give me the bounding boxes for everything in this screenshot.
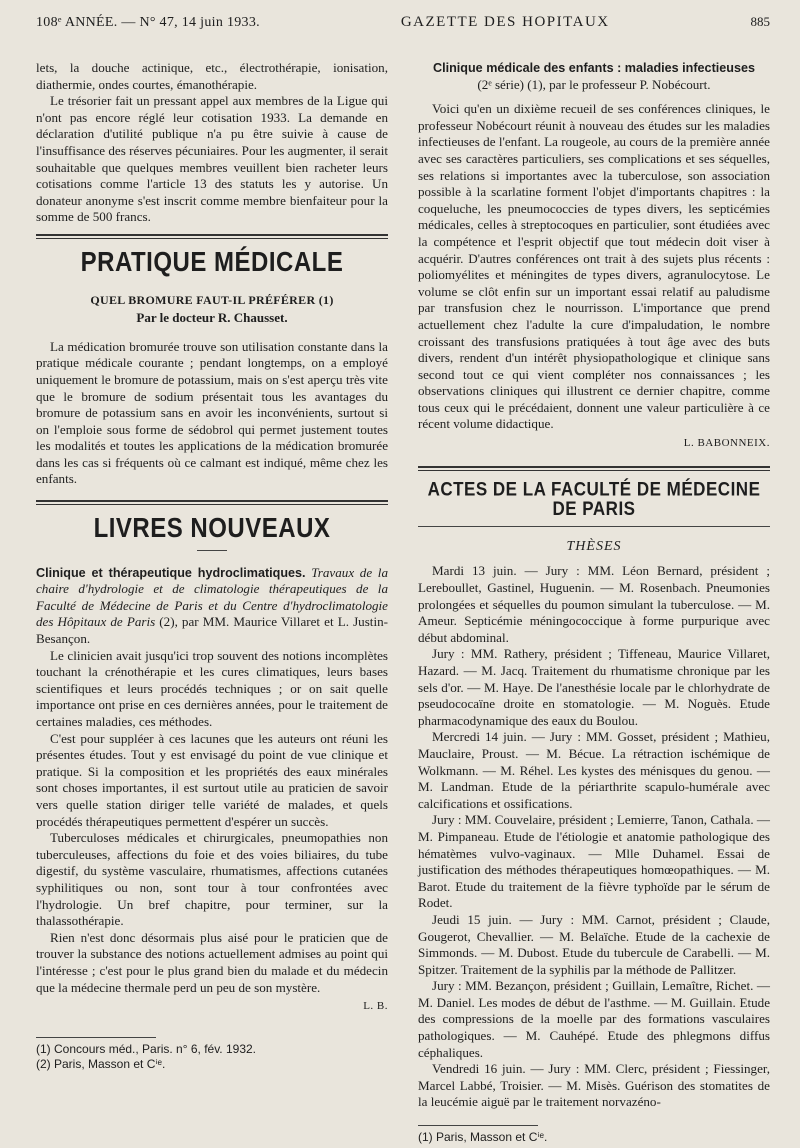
section-divider [36,500,388,505]
section-title-livres: LIVRES NOUVEAUX [93,512,331,544]
book-subtitle: (2ᵉ série) (1), par le professeur P. Nobécourt. [477,76,711,92]
page-number: 885 [750,14,770,29]
issue-info: 108ᵉ ANNÉE. — N° 47, 14 juin 1933. [36,15,260,30]
book-publisher: (2), par MM. Maurice Villaret et L. Justin-Besançon. [36,614,388,647]
footnote: (1) Paris, Masson et Cⁱᵉ. [418,1130,548,1145]
theses-entry: Jury : MM. Bezançon, président ; Guillain, Lemaître, Richet. — M. Daniel. Les modes de début de l'asthme. — M. Guillain. Etude des compressions de la moelle par des formations vasculaires pathologiques. — M. Cauhépé. Etude des phlegmons diffus céphaliques. [418,978,770,1060]
journal-title: GAZETTE DES HOPITAUX [400,14,610,30]
right-column [418,60,770,1145]
footnotes [418,1130,770,1145]
theses-entry: Jury : MM. Couvelaire, président ; Lemierre, Tanon, Cathala. — M. Pimpaneau. Etude de l'étiologie et anatomie pathologique des hématèmes vulvo-vaginaux. — Mlle Duhamel. Essai de justification des méthodes thérapeutiques homœopathiques. — M. Barot. Etude du traitement de la fièvre typhoïde par le sérum de Rodet. [418,812,770,911]
book-title: Clinique et thérapeutique hydroclimatiques. [36,565,306,580]
left-column [36,60,388,1145]
section-rule [418,526,770,527]
footnote-rule [36,1037,156,1038]
theses-entry: Jeudi 15 juin. — Jury : MM. Carnot, président ; Claude, Gougerot, Chevallier. — M. Belaïche. Etude de la cachexie de Simmonds. — M. Dubost. Etude du tubercule de Carabelli. — M. Spitzer. Traitement de la syphilis par la méthode de Pallitzer. [418,911,770,977]
article-byline: Par le docteur R. Chausset. [136,310,288,326]
two-column-body [36,60,770,1145]
review-signature: L. BABONNEIX. [683,437,770,450]
theses-entry: Vendredi 16 juin. — Jury : MM. Clerc, président ; Fiessinger, Marcel Labbé, Troisier. — M. Misès. Guérison des stomatites de la leucémie aiguë par le traitement norvazéno- [418,1061,770,1110]
review-paragraph: C'est pour suppléer à ces lacunes que les auteurs ont réuni les présentes études. Tout y est envisagé du point de vue clinique et pratique. Si la composition et les propriétés des eaux minérales sont choses importantes, il est surtout utile au praticien de savoir vers quelle station diriger telle variété de malades, et quels procédés thérapeutiques permettent d'espérer un succès. [36,730,388,829]
running-header [36,14,770,38]
subsection-theses: THÈSES [566,538,622,554]
section-divider [36,234,388,239]
footnote: (2) Paris, Masson et Cⁱᵉ. [36,1056,166,1071]
footnote: (1) Concours méd., Paris. n° 6, fév. 1932. [36,1041,257,1056]
article-title: QUEL BROMURE FAUT-IL PRÉFÉRER (1) [90,292,334,307]
review-body: Voici qu'en un dixième recueil de ses conférences cliniques, le professeur Nobécourt réunit à nouveau des études sur les maladies infectieuses de l'enfant. La rougeole, au cours de la première année avec ses caractères particuliers, ses complications et ses séquelles, ses relations si importantes avec la tuberculose, son association possible à la scarlatine forment l'objet d'importants chapitres : la coqueluche, les pneumococcies de types divers, les septicémies médicales, celles à streptocoques en particulier, sont étudiées avec la compétence et l'esprit objectif que tout médecin doit viser à acquérir. D'autres conférences ont trait à des sujets plus récents : poliomyélites et méningites de types divers, agranulocytose. Le volume se clôt enfin sur un important essai relatif au paludisme par transfusion chez le nourrisson. L'importance que prend actuellement chez l'adulte la cure d'impaludation, le nombre croissant des transfusions pratiquées à tout âge avec des buts divers, rendent d'un intérêt physiopathologique et clinique sans second tout ce qui vient compléter nos connaissances ; les observations cliniques qui illustrent ce dernier chapitre, comme tous ceux qui le précédaient, donnent une valeur particulière à ce récent volume didactique. [418,101,770,432]
intro-paragraph: lets, la douche actinique, etc., électrothérapie, ionisation, diathermie, ondes courtes, émanothérapie. [36,60,388,92]
theses-entry: Jury : MM. Rathery, président ; Tiffeneau, Maurice Villaret, Hazard. — M. Jacq. Traitement du rhumatisme chronique par les sels d'or. — M. Haye. De l'anesthésie locale par le chlorhydrate de pseudococaïne droite en stomatologie. — M. Noguès. Etude pharmacodynamique des eaux du Boulou. [418,646,770,728]
footnote-rule [418,1125,538,1126]
intro-paragraph: Le trésorier fait un pressant appel aux membres de la Ligue qui n'ont pas encore réglé leur cotisation 1933. La demande en déclaration d'utilité publique n'a pu être suivie à cause de l'insuffisance des réserves pécuniaires. Pour les augmenter, il serait souhaitable que quelques membres veuillent bien racheter leurs cotisations comme l'article 13 des statuts les y autorise. Un donateur anonyme s'est inscrit comme membre bienfaiteur pour la somme de 500 francs. [36,93,388,225]
ornament-rule [197,550,227,551]
theses-entry: Mardi 13 juin. — Jury : MM. Léon Bernard, président ; Lereboullet, Gastinel, Huguenin. — M. Rosenbach. Pneumonies prolongées et séquelles du poumon simulant la tuberculose. — M. Ameur. Septicémie méningococcique à forme purpurique avec début abdominal. [418,563,770,645]
article-body: La médication bromurée trouve son utilisation constante dans la pratique médicale courante ; pendant longtemps, on a employé uniquement le bromure de potassium, mais on s'est aperçu très vite que le bromure de sodium présentait tous les avantages du bromure de potassium sans en avoir les inconvénients, surtout si on l'emploie sous forme de sédobrol qui permet justement toutes les modalités et toutes les applications de la médication bromurée dans les cas si fréquents où ce calmant est indiqué, même chez les enfants. [36,338,388,487]
review-paragraph: Tuberculoses médicales et chirurgicales, pneumopathies non tuberculeuses, affections du foie et des voies biliaires, du tube digestif, du système vasculaire, rhumatismes, affections cutanées syphilitiques ou non, sont tour à tour confrontées avec l'hydrologie. Un bref chapitre, pour terminer, sur la thalassothérapie. [36,830,388,929]
section-title-actes: ACTES DE LA FACULTÉ DE MÉDECINE DE PARIS [427,477,761,519]
book-description: Travaux de la chaire d'hydrologie et de climatologie thérapeutiques de la Faculté de Médecine de Paris et du Centre d'hydroclimatologie des Hôpitaux de Paris [36,564,388,630]
theses-entry: Mercredi 14 juin. — Jury : MM. Gosset, président ; Mathieu, Mauclaire, Proust. — M. Bécue. La rétraction ischémique de Wolkmann. — M. Réhel. Les kystes des ménisques du genou. — M. Landman. Etude de la périarthrite scapulo-humérale avec calcifications et ossifications. [418,729,770,811]
review-signature: L. B. [363,1000,388,1013]
review-paragraph: Le clinicien avait jusqu'ici trop souvent des notions incomplètes touchant la crénothérapie et les cures climatiques, leurs bases scientifiques et leurs procédés techniques ; or on sait quelle importance ont prise en ces dernières années, pour le traitement de certaines maladies, ces méthodes. [36,647,388,729]
section-title-pratique: PRATIQUE MÉDICALE [80,246,344,278]
book-entry [36,565,388,648]
footnotes [36,1042,388,1072]
section-divider [418,466,770,471]
review-paragraph: Rien n'est donc désormais plus aisé pour le praticien que de trouver la substance des notions actuellement admises au point qui l'intéresse ; c'est pour le plus grand bien du malade et du médecin que la médecine thermale perd un peu de son mystère. [36,929,388,995]
book-title: Clinique médicale des enfants : maladies infectieuses [433,61,755,75]
